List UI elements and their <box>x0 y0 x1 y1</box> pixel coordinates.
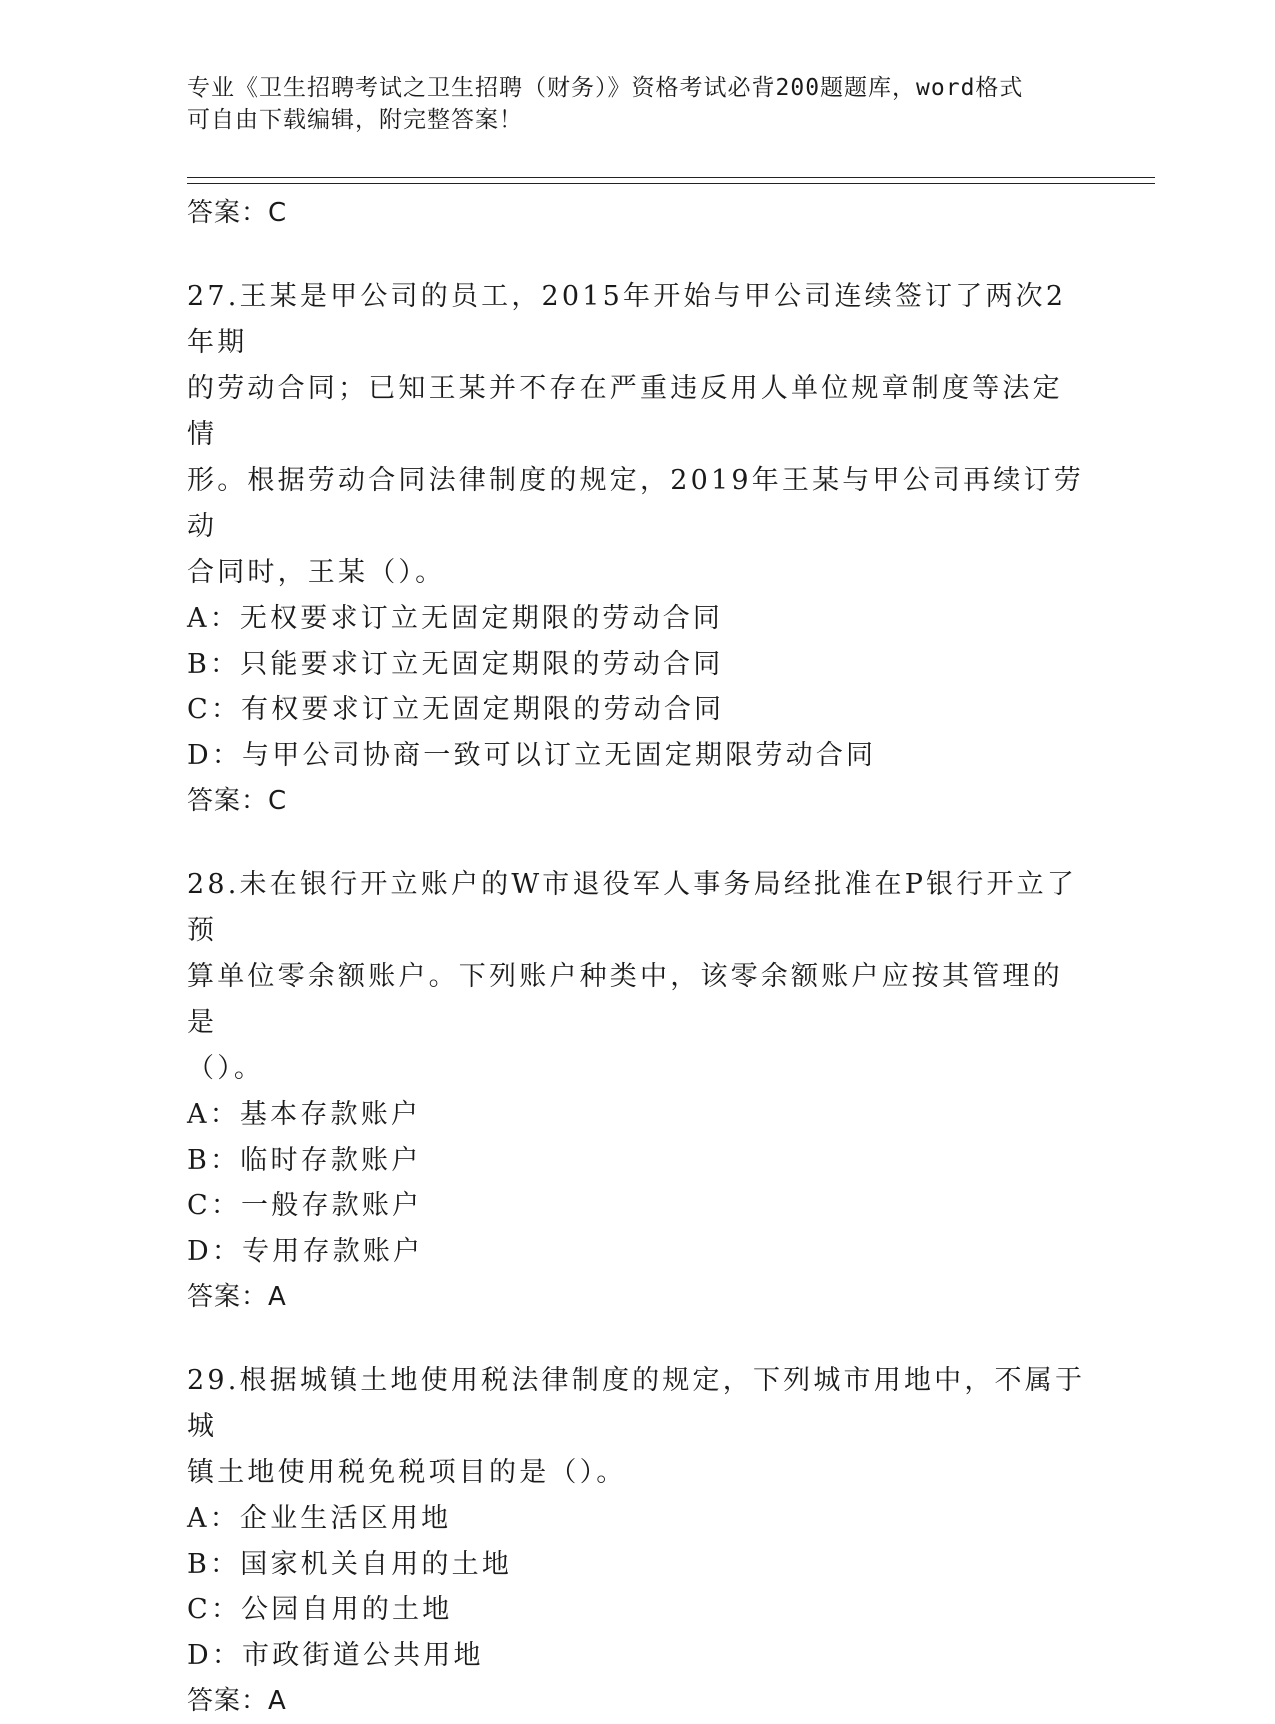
question-29 <box>187 1358 1087 1724</box>
question-27 <box>187 274 1087 824</box>
question-line: 算单位零余额账户。下列账户种类中，该零余额账户应按其管理的是 <box>187 961 1063 1038</box>
question-stem <box>187 274 1087 596</box>
option-c: C：公园自用的土地 <box>187 1594 453 1625</box>
answer: 答案：A <box>187 1686 287 1716</box>
answer: 答案：A <box>187 1282 287 1312</box>
option-c: C：一般存款账户 <box>187 1190 423 1221</box>
option-b: B：只能要求订立无固定期限的劳动合同 <box>187 648 724 680</box>
option-b: B：国家机关自用的土地 <box>187 1548 513 1580</box>
question-line: 28.未在银行开立账户的W市退役军人事务局经批准在P银行开立了预 <box>187 869 1078 946</box>
option-b: B：临时存款账户 <box>187 1144 422 1176</box>
option-a: A：企业生活区用地 <box>187 1503 452 1534</box>
question-line: 合同时，王某（）。 <box>187 557 446 588</box>
header-line-1: 专业《卫生招聘考试之卫生招聘（财务）》资格考试必背200题题库，word格式 <box>187 75 1024 101</box>
question-stem <box>187 862 1087 1092</box>
option-a: A：基本存款账户 <box>187 1099 422 1130</box>
question-line: 的劳动合同；已知王某并不存在严重违反用人单位规章制度等法定情 <box>187 373 1063 450</box>
question-line: 镇土地使用税免税项目的是（）。 <box>187 1457 627 1488</box>
header-divider-top <box>187 177 1155 178</box>
question-line: （）。 <box>187 1053 265 1084</box>
header-line-2: 可自由下载编辑，附完整答案！ <box>187 107 523 133</box>
page-header <box>187 72 1087 136</box>
option-d: D：专用存款账户 <box>187 1235 424 1267</box>
option-d: D：与甲公司协商一致可以订立无固定期限劳动合同 <box>187 739 877 771</box>
question-line: 形。根据劳动合同法律制度的规定，2019年王某与甲公司再续订劳动 <box>187 465 1084 542</box>
header-divider-bottom <box>187 183 1155 184</box>
option-a: A：无权要求订立无固定期限的劳动合同 <box>187 603 724 634</box>
previous-answer: 答案：C <box>187 198 288 228</box>
document-body <box>187 190 1087 1724</box>
question-stem <box>187 1358 1087 1496</box>
question-line: 29.根据城镇土地使用税法律制度的规定，下列城市用地中，不属于城 <box>187 1365 1086 1442</box>
question-line: 27.王某是甲公司的员工，2015年开始与甲公司连续签订了两次2年期 <box>187 281 1067 358</box>
option-d: D：市政街道公共用地 <box>187 1639 484 1671</box>
option-c: C：有权要求订立无固定期限的劳动合同 <box>187 694 725 725</box>
question-28 <box>187 862 1087 1320</box>
answer: 答案：C <box>187 786 288 816</box>
